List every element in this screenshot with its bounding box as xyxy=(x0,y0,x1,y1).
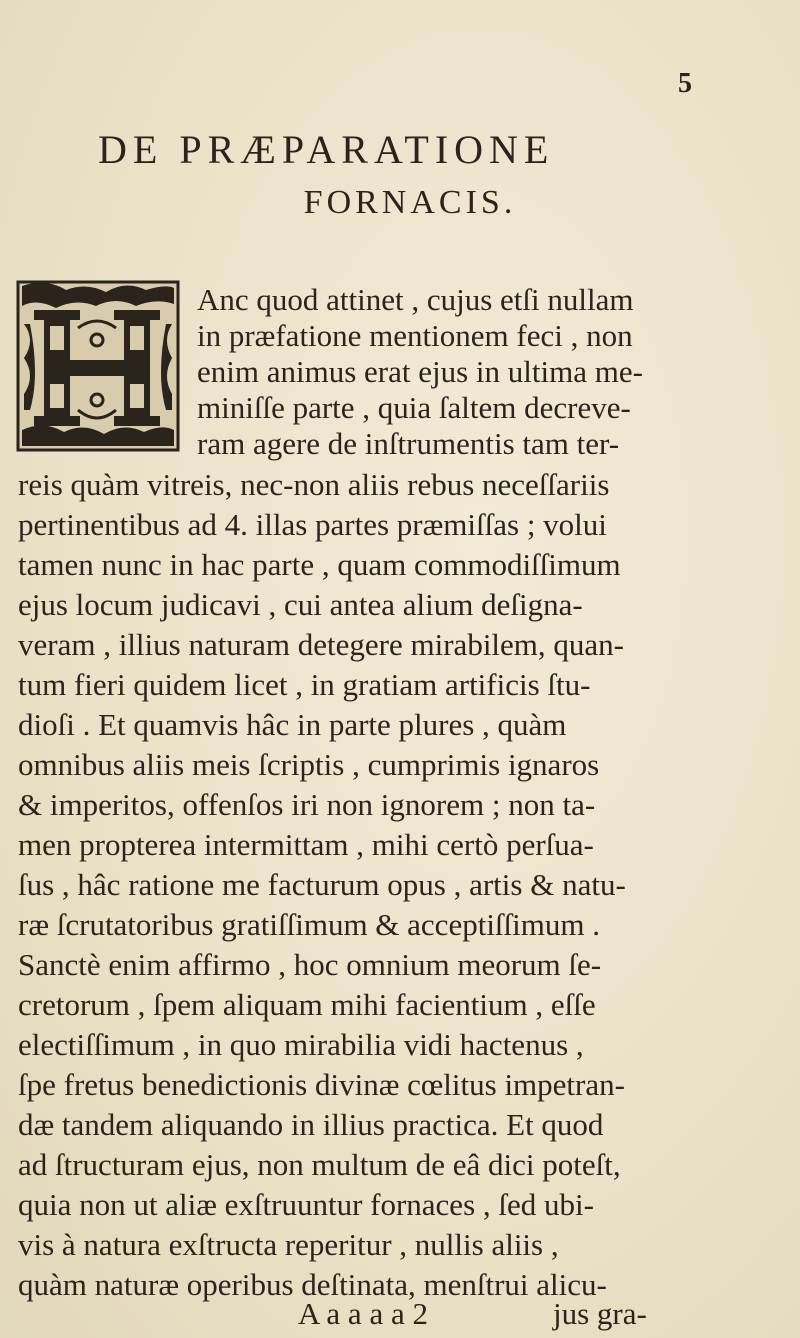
text-line: ram agere de inſtrumentis tam ter- xyxy=(197,426,620,461)
text-line: & imperitos, offenſos iri non ignorem ; non ta- xyxy=(18,787,596,822)
signature-mark: A a a a a 2 xyxy=(298,1296,428,1331)
text-line: veram , illius naturam detegere mirabilem, quan- xyxy=(18,627,624,662)
text-line: in præfatione mentionem feci , non xyxy=(197,318,633,353)
chapter-title-line-2: FORNACIS. xyxy=(303,184,517,221)
text-line: reis quàm vitreis, nec-non aliis rebus neceſſariis xyxy=(18,467,610,502)
text-line: enim animus erat ejus in ultima me- xyxy=(197,354,643,389)
text-line: cretorum , ſpem aliquam mihi facientium , eſſe xyxy=(18,987,596,1022)
catchword: jus gra- xyxy=(553,1296,647,1331)
text-line: ad ſtructuram ejus, non multum de eâ dici poteſt, xyxy=(18,1147,621,1182)
text-line: tamen nunc in hac parte , quam commodiſſimum xyxy=(18,547,621,582)
text-line: quàm naturæ operibus deſtinata, menſtrui alicu- xyxy=(18,1267,607,1302)
text-line: vis à natura exſtructa reperitur , nullis aliis , xyxy=(18,1227,559,1262)
text-line: electiſſimum , in quo mirabilia vidi hactenus , xyxy=(18,1027,584,1062)
text-line: pertinentibus ad 4. illas partes præmiſſas ; volui xyxy=(18,507,607,542)
text-line: ſus , hâc ratione me facturum opus , artis & natu- xyxy=(18,867,626,902)
text-line: miniſſe parte , quia ſaltem decreve- xyxy=(197,390,631,425)
text-line: ejus locum judicavi , cui antea alium deſigna- xyxy=(18,587,583,622)
decorated-initial-h-icon xyxy=(16,280,180,452)
text-line: dioſi . Et quamvis hâc in parte plures , quàm xyxy=(18,707,567,742)
text-line: Anc quod attinet , cujus etſi nullam xyxy=(197,282,634,317)
text-line: ſpe fretus benedictionis divinæ cœlitus impetran- xyxy=(18,1067,625,1102)
text-line: tum fieri quidem licet , in gratiam artificis ſtu- xyxy=(18,667,591,702)
text-line: Sanctè enim affirmo , hoc omnium meorum ſe- xyxy=(18,947,602,982)
text-line: ræ ſcrutatoribus gratiſſimum & acceptiſſimum . xyxy=(18,907,600,942)
text-line: dæ tandem aliquando in illius practica. Et quod xyxy=(18,1107,604,1142)
text-line: quia non ut aliæ exſtruuntur fornaces , ſed ubi- xyxy=(18,1187,594,1222)
page-number: 5 xyxy=(678,68,692,99)
chapter-title-line-1: DE PRÆPARATIONE xyxy=(98,127,555,172)
text-line: men propterea intermittam , mihi certò perſua- xyxy=(18,827,594,862)
text-line: omnibus aliis meis ſcriptis , cumprimis ignaros xyxy=(18,747,600,782)
